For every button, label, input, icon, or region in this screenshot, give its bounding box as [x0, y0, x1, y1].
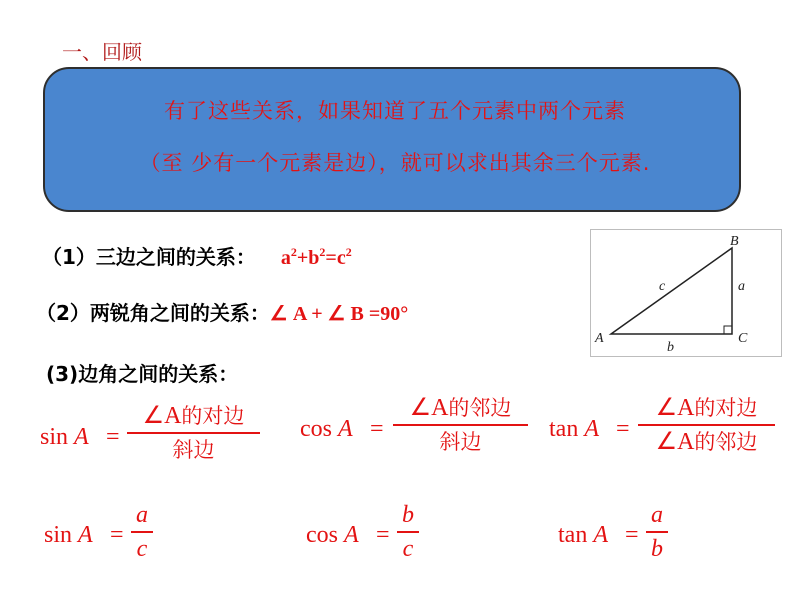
- summary-line-1: 有了这些关系，如果知道了五个元素中两个元素: [164, 99, 626, 123]
- relation-sides-angles-label: (3)边角之间的关系：: [46, 362, 239, 386]
- tan-var: A: [584, 416, 599, 442]
- sin-ratio-fraction: [131, 501, 153, 563]
- cos-ratio-var: A: [344, 522, 359, 548]
- triangle-svg: [591, 230, 781, 356]
- tan-ratio-bar: [646, 531, 668, 533]
- pyth-c: =c: [325, 247, 346, 269]
- cos-definition-eq: =: [370, 416, 384, 442]
- cos-num-word: 的邻边: [448, 396, 512, 420]
- cos-ratio-lhs: [306, 522, 359, 549]
- tan-def-numerator: [638, 394, 775, 422]
- sin-definition-fraction: [127, 402, 260, 464]
- cos-def-bar: [393, 424, 528, 426]
- pythagorean-formula: [281, 247, 352, 269]
- tan-ratio-denominator: b: [651, 536, 663, 562]
- tan-ratio-numerator: a: [651, 502, 663, 528]
- sin-num-angle: ∠A: [142, 403, 182, 429]
- sin-num-word: 的对边: [181, 404, 245, 428]
- cos-ratio-denominator: c: [402, 536, 414, 562]
- angle-sum-formula: ∠ A + ∠ B =90°: [269, 303, 409, 325]
- right-triangle-figure: [590, 229, 782, 357]
- relation-sides: [42, 241, 352, 270]
- side-b-label: b: [667, 340, 674, 355]
- pyth-a: a: [280, 247, 291, 269]
- relation-sides-label: （1）三边之间的关系：: [42, 245, 256, 269]
- sin-ratio-var: A: [78, 522, 93, 548]
- summary-box: [43, 67, 741, 212]
- tan-ratio-fraction: [646, 501, 668, 563]
- vertex-b-label: B: [730, 234, 739, 249]
- tan-definition-lhs: [549, 416, 599, 443]
- vertex-c-label: C: [738, 331, 748, 346]
- sin-def-numerator: [127, 402, 260, 430]
- tan-def-denominator: [638, 428, 775, 456]
- vertex-a-label: A: [595, 331, 604, 346]
- cos-def-denominator: 斜边: [439, 430, 482, 454]
- sin-var: A: [74, 424, 89, 450]
- pyth-b-exp: 2: [319, 245, 326, 259]
- cos-ratio-fn: cos: [306, 522, 338, 548]
- tan-den-angle: ∠A: [655, 429, 695, 455]
- tan-definition-eq: =: [616, 416, 630, 442]
- section-title: 一、回顾: [62, 40, 142, 64]
- sin-def-bar: [127, 432, 260, 434]
- sin-ratio-denominator: c: [136, 536, 148, 562]
- cos-definition-fraction: [393, 394, 528, 456]
- cos-fn: cos: [300, 416, 332, 442]
- pyth-b: +b: [296, 247, 320, 269]
- tan-ratio-lhs: [558, 522, 608, 549]
- tan-ratio-var: A: [593, 522, 608, 548]
- summary-line-2: （至 少有一个元素是边），就可以求出其余三个元素.: [139, 151, 651, 175]
- pyth-c-exp: 2: [345, 245, 352, 259]
- tan-ratio-fn: tan: [558, 522, 588, 548]
- cos-ratio-fraction: [397, 501, 419, 563]
- side-a-label: a: [738, 279, 745, 294]
- sin-ratio-lhs: [44, 522, 93, 549]
- tan-fn: tan: [549, 416, 579, 442]
- tan-ratio-eq: =: [625, 522, 639, 548]
- sin-def-denominator: 斜边: [172, 438, 215, 462]
- sin-ratio-bar: [131, 531, 153, 533]
- sin-ratio-numerator: a: [136, 502, 148, 528]
- pyth-a-exp: 2: [290, 245, 297, 259]
- tan-num-angle: ∠A: [655, 395, 695, 421]
- side-c-label: c: [659, 279, 666, 294]
- tan-num-word: 的对边: [694, 396, 758, 420]
- relation-angles-label: （2）两锐角之间的关系：: [36, 301, 270, 325]
- sin-ratio-fn: sin: [44, 522, 73, 548]
- sin-definition-lhs: [40, 424, 89, 451]
- tan-definition-fraction: [638, 394, 775, 456]
- cos-def-numerator: [393, 394, 528, 422]
- sin-fn: sin: [40, 424, 69, 450]
- cos-ratio-bar: [397, 531, 419, 533]
- cos-ratio-numerator: b: [402, 502, 414, 528]
- cos-var: A: [338, 416, 353, 442]
- sin-definition-eq: =: [106, 424, 120, 450]
- tan-den-word: 的邻边: [694, 430, 758, 454]
- right-angle-mark: [724, 326, 732, 334]
- cos-num-angle: ∠A: [409, 395, 449, 421]
- cos-definition-lhs: [300, 416, 353, 443]
- tan-def-bar: [638, 424, 775, 426]
- relation-angles: [36, 297, 408, 326]
- triangle-shape: [611, 248, 732, 334]
- sin-ratio-eq: =: [110, 522, 124, 548]
- cos-ratio-eq: =: [376, 522, 390, 548]
